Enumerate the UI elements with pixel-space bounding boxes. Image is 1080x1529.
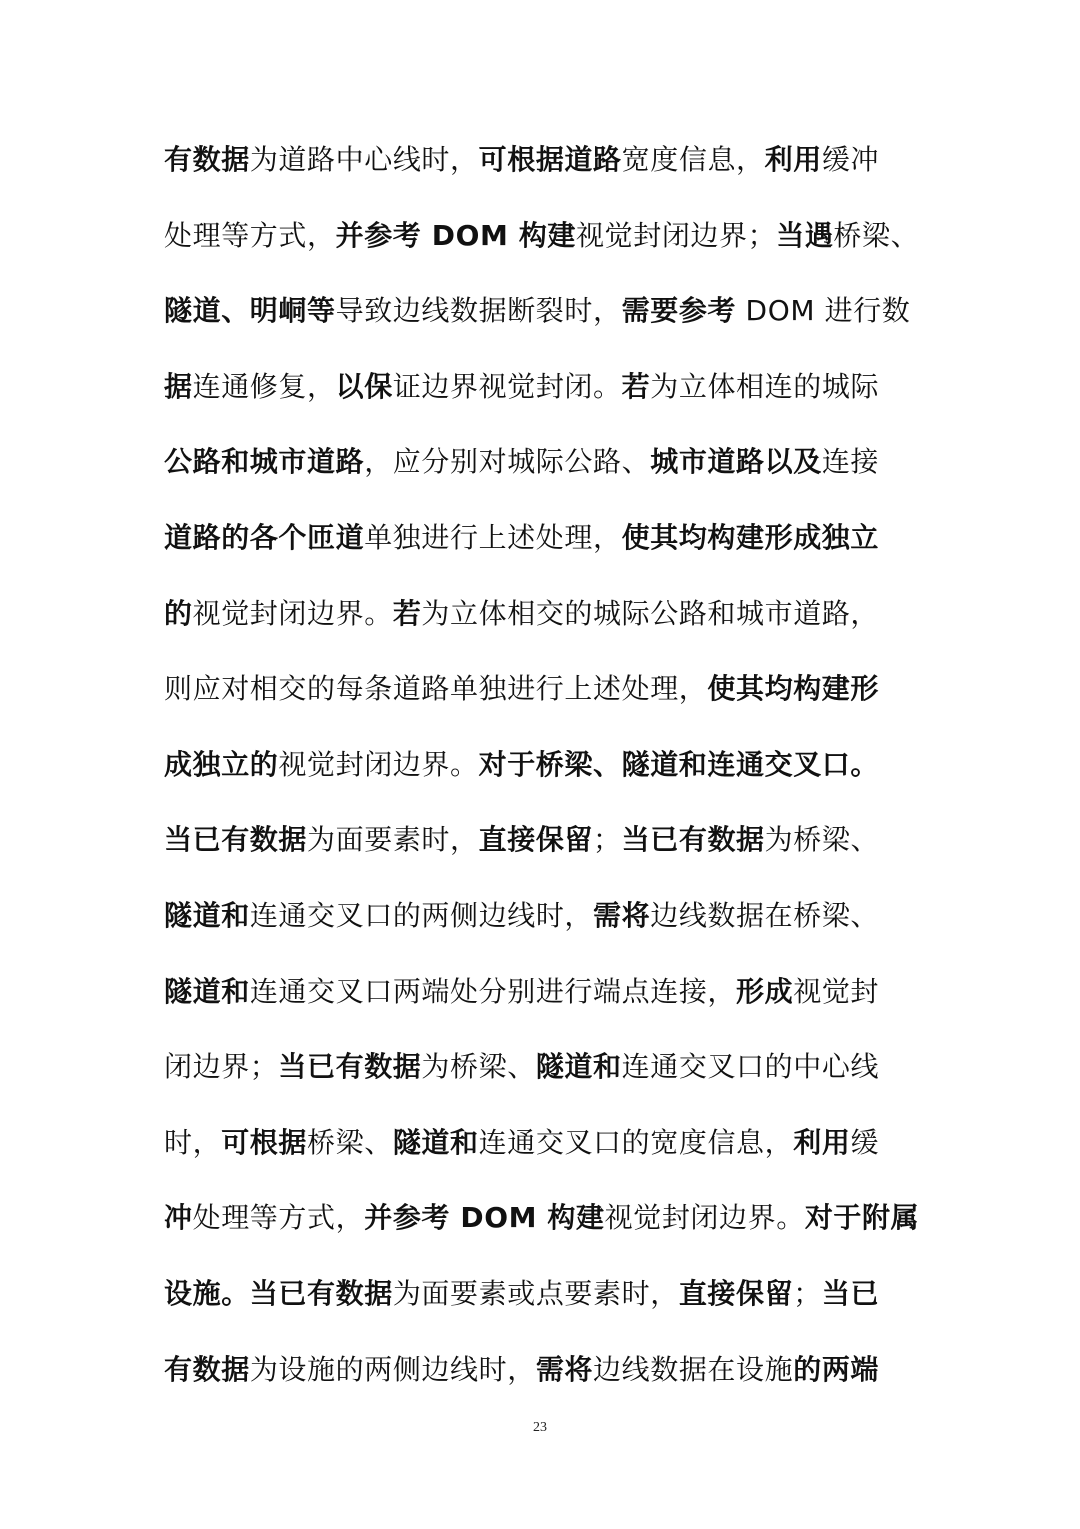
bold-text-run: 形成 — [736, 974, 794, 1008]
text-line — [164, 1035, 924, 1111]
bold-text-run: 需将 — [593, 898, 651, 932]
text-run: 为设施的两侧边线时， — [249, 1352, 536, 1386]
text-run: 处理等方式， — [192, 1201, 365, 1235]
body-text — [164, 128, 924, 1413]
text-run: 为面要素或点要素时， — [392, 1276, 679, 1310]
text-run: 边线数据在桥梁、 — [650, 898, 880, 932]
bold-text-run: 需要参考 — [621, 294, 737, 328]
text-line — [164, 1186, 924, 1262]
bold-text-run: 当遇 — [776, 218, 834, 252]
text-line — [164, 1262, 924, 1338]
bold-text-run: 设施。当已有数据 — [164, 1276, 393, 1310]
text-line — [164, 128, 924, 204]
text-run: 闭边界； — [164, 1050, 279, 1084]
text-run: ，应分别对城际公路、 — [364, 445, 651, 479]
text-line — [164, 430, 924, 506]
bold-text-run: 有数据 — [164, 143, 250, 176]
bold-text-run: 当已有数据 — [164, 823, 308, 857]
text-run: 则应对相交的每条道路单独进行上述处理， — [164, 672, 708, 706]
text-run: 导致边线数据断裂时， — [335, 294, 622, 328]
text-line — [164, 733, 924, 809]
text-line — [164, 657, 924, 733]
bold-text-run: 以保 — [335, 369, 393, 403]
text-line — [164, 506, 924, 582]
text-run: 宽度信息， — [621, 143, 765, 176]
bold-text-run: 需将 — [535, 1352, 594, 1386]
text-run: 视觉封闭边界； — [576, 218, 777, 252]
bold-text-run: 的 — [164, 596, 193, 630]
text-run: 为立体相连的城际 — [650, 369, 880, 403]
text-run: 处理等方式， — [164, 218, 336, 252]
text-run: 桥梁、 — [833, 218, 920, 252]
text-run: 为立体相交的城际公路和城市道路， — [421, 596, 880, 630]
bold-text-run: 对于附属 — [804, 1201, 920, 1235]
text-line — [164, 204, 924, 280]
bold-text-run: 有数据 — [164, 1352, 250, 1386]
text-run: 证边界视觉封闭。 — [392, 369, 622, 403]
text-run: 缓冲 — [821, 143, 880, 176]
bold-text-run: 隧道和 — [535, 1050, 622, 1084]
text-run: 视觉封闭边界。 — [278, 747, 479, 781]
text-line — [164, 1338, 924, 1414]
bold-text-run: 当已有数据 — [278, 1050, 422, 1084]
bold-text-run: 成独立的 — [164, 747, 279, 781]
text-run: 为桥梁、 — [764, 823, 880, 857]
bold-text-run: 使其均构建形 — [707, 672, 880, 706]
bold-text-run: 城市道路以及 — [650, 445, 822, 479]
text-run: 连通交叉口的两侧边线时， — [249, 898, 594, 932]
text-run: 连通交叉口两端处分别进行端点连接， — [249, 974, 737, 1008]
bold-text-run: 隧道和 — [392, 1125, 479, 1159]
text-run: 连接 — [821, 445, 880, 479]
bold-text-run: 使其均构建形成独立 — [621, 520, 880, 554]
bold-text-run: 对于桥梁、隧道和连通交叉口。 — [478, 747, 880, 781]
bold-text-run: 隧道、明峒等 — [164, 294, 336, 328]
text-run: DOM 进行数 — [736, 294, 911, 328]
text-run: 为面要素时， — [307, 823, 479, 857]
bold-text-run: 并参考 DOM 构建 — [335, 218, 577, 252]
bold-text-run: 道路的各个匝道 — [164, 520, 365, 554]
page-number: 23 — [533, 1420, 547, 1435]
text-line — [164, 884, 924, 960]
text-run: 为道路中心线时， — [249, 143, 479, 176]
text-run: 连通交叉口的中心线 — [621, 1050, 880, 1084]
text-line — [164, 808, 924, 884]
text-run: 缓 — [850, 1125, 880, 1159]
text-line — [164, 279, 924, 355]
text-run: 视觉封 — [793, 974, 880, 1008]
text-run: 为桥梁、 — [421, 1050, 536, 1084]
bold-text-run: 若 — [621, 369, 651, 403]
bold-text-run: 利用 — [793, 1125, 851, 1159]
bold-text-run: 可根据 — [221, 1125, 308, 1159]
text-run: 边线数据在设施 — [593, 1352, 794, 1386]
bold-text-run: 的两端 — [793, 1352, 880, 1386]
bold-text-run: 利用 — [764, 143, 822, 176]
text-line — [164, 582, 924, 658]
text-run: 单独进行上述处理， — [364, 520, 622, 554]
text-run: 连通交叉口的宽度信息， — [478, 1125, 794, 1159]
text-run: ； — [793, 1276, 822, 1310]
bold-text-run: 可根据道路 — [478, 143, 622, 176]
text-line — [164, 960, 924, 1036]
text-run: 时， — [164, 1125, 222, 1159]
text-line — [164, 1111, 924, 1187]
bold-text-run: 隧道和 — [164, 974, 250, 1008]
bold-text-run: 并参考 DOM 构建 — [364, 1201, 605, 1235]
bold-text-run: 冲 — [164, 1201, 193, 1235]
text-line — [164, 355, 924, 431]
bold-text-run: 当已 — [821, 1276, 880, 1310]
text-run: ； — [593, 823, 622, 857]
text-run: 连通修复， — [192, 369, 336, 403]
text-run: 视觉封闭边界。 — [192, 596, 393, 630]
bold-text-run: 隧道和 — [164, 898, 250, 932]
text-run: 桥梁、 — [307, 1125, 393, 1159]
bold-text-run: 直接保留 — [478, 823, 594, 857]
text-run: 视觉封闭边界。 — [604, 1201, 805, 1235]
bold-text-run: 若 — [392, 596, 422, 630]
bold-text-run: 据 — [164, 369, 193, 403]
bold-text-run: 公路和城市道路 — [164, 445, 365, 479]
bold-text-run: 直接保留 — [678, 1276, 794, 1310]
bold-text-run: 当已有数据 — [621, 823, 765, 857]
